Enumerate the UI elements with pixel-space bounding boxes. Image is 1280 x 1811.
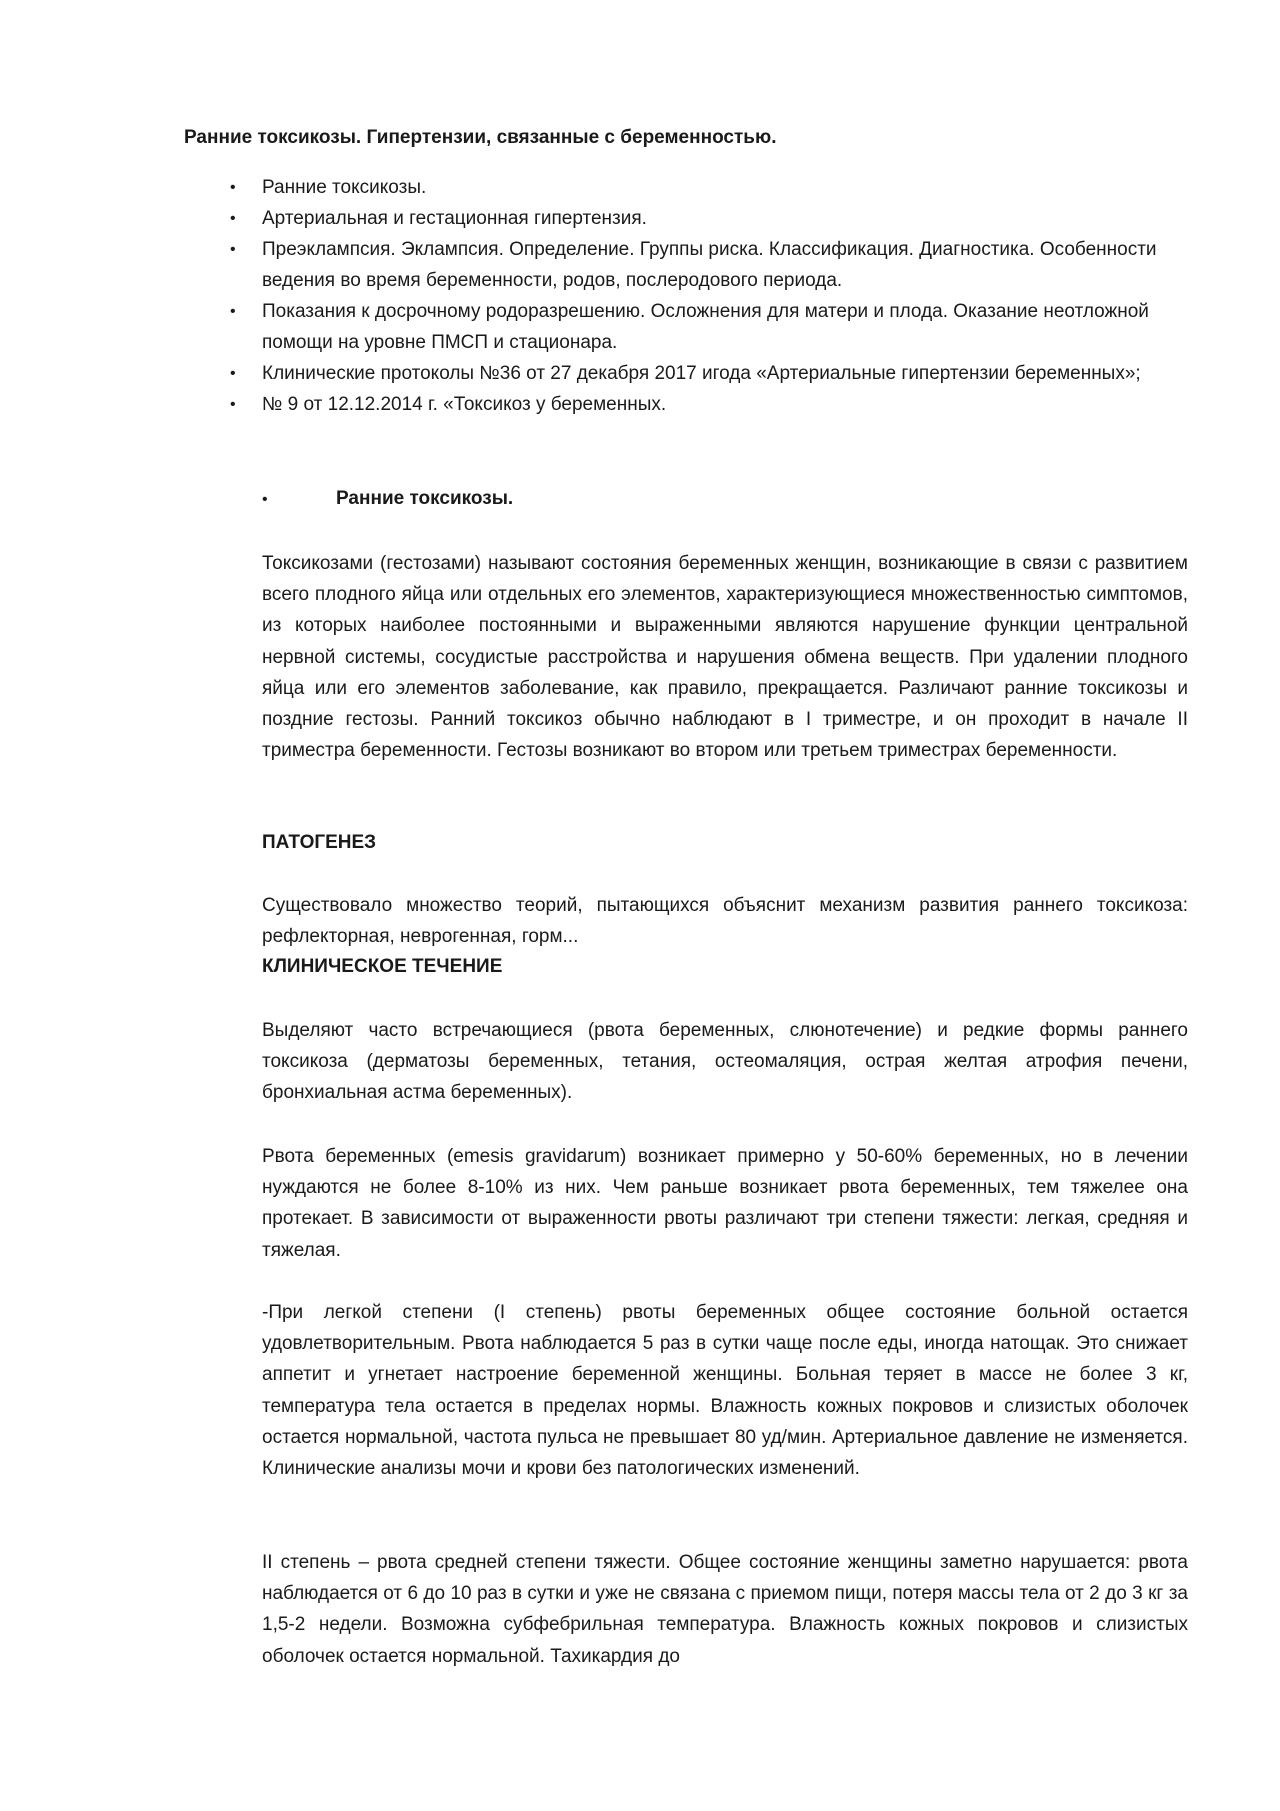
document-title: Ранние токсикозы. Гипертензии, связанные с беременностью. [184,127,777,148]
section-title: Ранние токсикозы. [336,488,514,509]
topic-item [184,172,1184,203]
clinical-paragraph [262,1015,1188,1109]
paragraph-text: Существовало множество теорий, пытающихся объяснит механизм развития раннего токсикоза: рефлекторная, неврогенная, горм... [262,895,1188,948]
paragraph-text: Токсикозами (гестозами) называют состояния беременных женщин, возникающие в связи с развитием всего плодного яйца или отдельных его элементов, характеризующиеся множественностью симптомов, из которых наиболее постоянными и выраженными являются нарушение функции центральной нервной системы, сосудистые расстройства и нарушения обмена веществ. При удалении плодного яйца или его элементов заболевание, как правило, прекращается. Различают ранние токсикозы и поздние гестозы. Ранний токсикоз обычно наблюдают в I триместре, и он проходит в начале II триместра беременности. Гестозы возникают во втором или третьем триместрах беременности. [262,553,1188,762]
pathogenesis-heading: ПАТОГЕНЕЗ [262,832,377,853]
topic-item [184,234,1184,296]
moderate-degree-paragraph [262,1547,1188,1672]
bullet-icon: • [230,365,236,382]
section-heading [262,487,513,512]
topic-item [184,358,1184,389]
bullet-icon: • [230,303,236,320]
pathogenesis-paragraph [262,890,1188,952]
bullet-icon: • [230,210,236,227]
paragraph-text: Выделяют часто встречающиеся (рвота беременных, слюнотечение) и редкие формы раннего токсикоза (дерматозы беременных, тетания, остеомаляция, острая желтая атрофия печени, бронхиальная астма беременных). [262,1020,1188,1104]
paragraph-text: II степень – рвота средней степени тяжести. Общее состояние женщины заметно нарушается: рвота наблюдается от 6 до 10 раз в сутки и уже не связана с приемом пищи, потеря массы тела от 2 до 3 кг за 1,5-2 недели. Возможна субфебрильная температура. Влажность кожных покровов и слизистых оболочек остается нормальной. Тахикардия до [262,1552,1188,1667]
clinical-paragraph [262,1141,1188,1266]
topic-item [184,203,1184,234]
bullet-icon: • [230,241,236,258]
topic-item [184,389,1184,420]
bullet-icon: • [230,179,236,196]
paragraph-text: Рвота беременных (emesis gravidarum) возникает примерно у 50-60% беременных, но в лечении нуждаются не более 8-10% из них. Чем раньше возникает рвота беременных, тем тяжелее она протекает. В зависимости от выраженности рвоты различают три степени тяжести: легкая, средняя и тяжелая. [262,1146,1188,1261]
clinical-heading: КЛИНИЧЕСКОЕ ТЕЧЕНИЕ [262,956,503,977]
topic-item [184,296,1184,358]
topic-text: Артериальная и гестационная гипертензия. [262,208,647,229]
topic-text: Показания к досрочному родоразрешению. Осложнения для матери и плода. Оказание неотложной помощи на уровне ПМСП и стационара. [262,301,1149,353]
topic-text: № 9 от 12.12.2014 г. «Токсикоз у беременных. [262,394,667,415]
topic-text: Преэклампсия. Эклампсия. Определение. Группы риска. Классификация. Диагностика. Особенности ведения во время беременности, родов, послеродового периода. [262,239,1157,291]
mild-degree-paragraph [262,1297,1188,1484]
topics-list [184,172,1184,420]
topic-text: Клинические протоколы №36 от 27 декабря 2017 игода «Артериальные гипертензии беременных»; [262,363,1141,384]
paragraph-text: -При легкой степени (I степень) рвоты беременных общее состояние больной остается удовлетворительным. Рвота наблюдается 5 раз в сутки чаще после еды, иногда натощак. Это снижает аппетит и угнетает настроение беременной женщины. Больная теряет в массе не более 3 кг, температура тела остается в пределах нормы. Влажность кожных покровов и слизистых оболочек остается нормальной, частота пульса не превышает 80 уд/мин. Артериальное давление не изменяется. Клинические анализы мочи и крови без патологических изменений. [262,1302,1188,1480]
topic-text: Ранние токсикозы. [262,177,427,198]
bullet-icon: • [230,396,236,413]
intro-paragraph [262,548,1188,766]
bullet-icon: • [262,491,268,508]
